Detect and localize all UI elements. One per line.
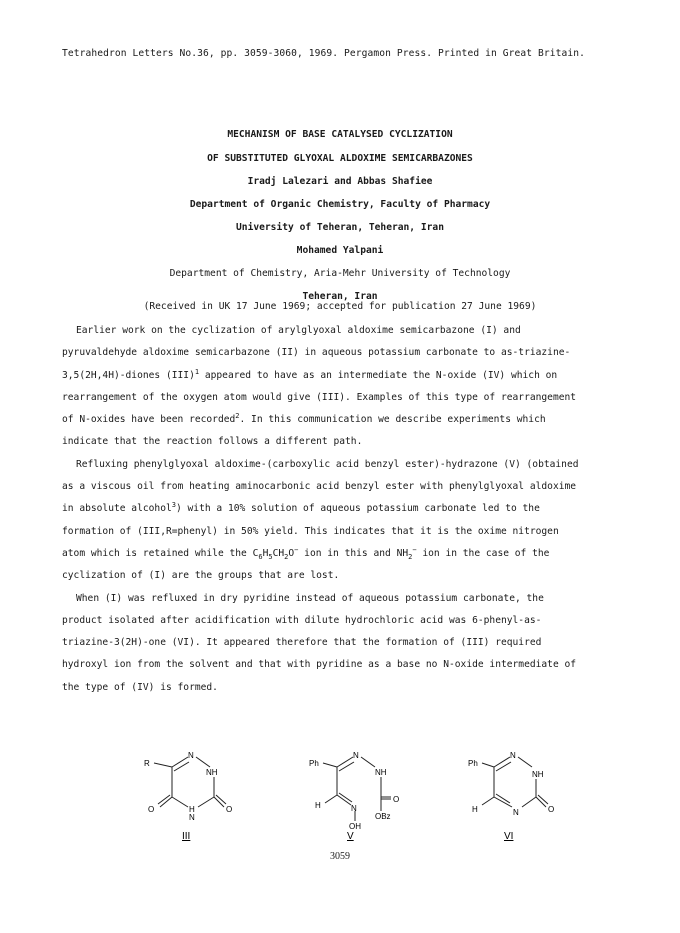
- atom-H: H: [472, 805, 478, 814]
- paragraph-1: [62, 320, 632, 454]
- reference-2: 2: [235, 412, 240, 420]
- p1-line: appeared to have as an intermediate the N-oxide (IV) which on: [199, 369, 558, 381]
- p1-line: 3,5(2H,4H)-diones (III): [62, 369, 195, 381]
- p3-line: triazine-3(2H)-one (VI). It appeared therefore that the formation of (III) required: [62, 637, 542, 649]
- atom-N: N: [188, 751, 194, 760]
- p2-line: atom which is retained while the C: [62, 547, 259, 559]
- atom-OH: OH: [349, 822, 361, 831]
- p1-line: of N-oxides have been recorded: [62, 414, 236, 426]
- authors-line-2: Mohamed Yalpani: [296, 245, 384, 256]
- affiliation-1: Department of Organic Chemistry, Faculty of Pharmacy: [189, 199, 491, 210]
- atom-H: H: [315, 801, 321, 810]
- atom-N: N: [353, 751, 359, 760]
- paragraph-2: Refluxing phenylglyoxal aldoxime-(carboxylic acid benzyl ester)-hydrazone (V) (obtained as a viscous oil from heating aminocarbonic acid benzyl ester with phenylglyoxal aldoxime in absolute alcohol$^3$) with a 10% solution of aqueous potassium carbonate led to the formation of (III,R=phenyl) in 50% yield. This indicates that it is the oxime nitrogen atom which is retained while the $C_6H_5CH_2O^-$ ion in this and $NH_2^-$ ion in the case of the cyclization of (I) are the groups that are lost.: [62, 458, 579, 582]
- body-text: [62, 320, 632, 699]
- label-III: III: [182, 831, 191, 842]
- p2-line: cyclization of (I) are the groups that are lost.: [62, 570, 340, 582]
- p1-line: pyruvaldehyde aldoxime semicarbazone (II) in aqueous potassium carbonate to as-triazine-: [62, 347, 571, 359]
- p3-line: product isolated after acidification with dilute hydrochloric acid was 6-phenyl-as-: [62, 614, 542, 626]
- atom-O: O: [548, 805, 555, 814]
- authors-line-1: Iradj Lalezari and Abbas Shafiee: [247, 176, 433, 187]
- atom-O: O: [148, 805, 155, 814]
- p1-line: rearrangement of the oxygen atom would give (III). Examples of this type of rearrangement: [62, 391, 577, 403]
- title-line-1: MECHANISM OF BASE CATALYSED CYCLIZATION: [227, 129, 453, 140]
- atom-N: N: [513, 808, 519, 817]
- p3-line: hydroxyl ion from the solvent and that with pyridine as a base no N-oxide intermediate of: [62, 659, 577, 671]
- atom-OBz: OBz: [375, 812, 391, 821]
- p2-line: O: [288, 547, 295, 559]
- reference-1: 1: [194, 367, 200, 376]
- paragraph-3: [62, 588, 632, 699]
- structure-V: [305, 745, 415, 854]
- p2-line: ion in this and NH: [298, 547, 409, 559]
- received-line: (Received in UK 17 June 1969; accepted for publication 27 June 1969): [143, 301, 537, 312]
- p2-line: formation of (III,R=phenyl) in 50% yield. This indicates that it is the oxime nitrogen: [62, 525, 559, 537]
- p2-line: ) with a 10% solution of aqueous potassium carbonate led to the: [175, 503, 540, 515]
- atom-O: O: [393, 795, 400, 804]
- atom-R: R: [144, 759, 150, 768]
- atom-H: H: [189, 805, 195, 814]
- p2-line: H: [262, 547, 269, 559]
- atom-Ph: Ph: [468, 759, 478, 768]
- atom-O: O: [226, 805, 233, 814]
- title-line-2: OF SUBSTITUTED GLYOXAL ALDOXIME SEMICARBAZONES: [207, 153, 473, 164]
- p2-line: as a viscous oil from heating aminocarbonic acid benzyl ester with phenylglyoxal aldoxime: [62, 481, 577, 493]
- p1-line: . In this communication we describe experiments which: [239, 414, 546, 426]
- page-number: 3059: [330, 851, 350, 862]
- atom-N: N: [189, 813, 195, 822]
- atom-N: N: [351, 804, 357, 813]
- p2-line: ion in the case of the: [416, 547, 550, 559]
- reference-3: 3: [171, 501, 176, 510]
- atom-Ph: Ph: [309, 759, 319, 768]
- label-VI: VI: [504, 831, 514, 842]
- p2-line: Refluxing phenylglyoxal aldoxime-(carboxylic acid benzyl ester)-hydrazone (V) (obtained: [76, 458, 579, 470]
- p1-line: indicate that the reaction follows a different path.: [62, 436, 363, 448]
- p2-line: in absolute alcohol: [62, 503, 172, 515]
- p1-line: Earlier work on the cyclization of arylglyoxal aldoxime semicarbazone (I) and: [76, 325, 521, 336]
- affiliation-3: Department of Chemistry, Aria-Mehr University of Technology: [169, 268, 511, 279]
- structure-VI: [462, 745, 572, 854]
- atom-N: N: [510, 751, 516, 760]
- p2-line: CH: [272, 547, 285, 559]
- affiliation-4: Teheran, Iran: [302, 291, 378, 302]
- atom-NH: NH: [532, 770, 544, 779]
- p3-line: the type of (IV) is formed.: [62, 681, 218, 693]
- structure-III: [140, 745, 250, 854]
- affiliation-2: University of Teheran, Teheran, Iran: [236, 222, 444, 233]
- running-header: Tetrahedron Letters No.36, pp. 3059-3060, 1969. Pergamon Press. Printed in Great Britain.: [62, 48, 585, 59]
- p3-line: When (I) was refluxed in dry pyridine instead of aqueous potassium carbonate, the: [76, 592, 544, 604]
- atom-NH: NH: [375, 768, 387, 777]
- atom-NH: NH: [206, 768, 218, 777]
- label-V: V: [347, 831, 354, 842]
